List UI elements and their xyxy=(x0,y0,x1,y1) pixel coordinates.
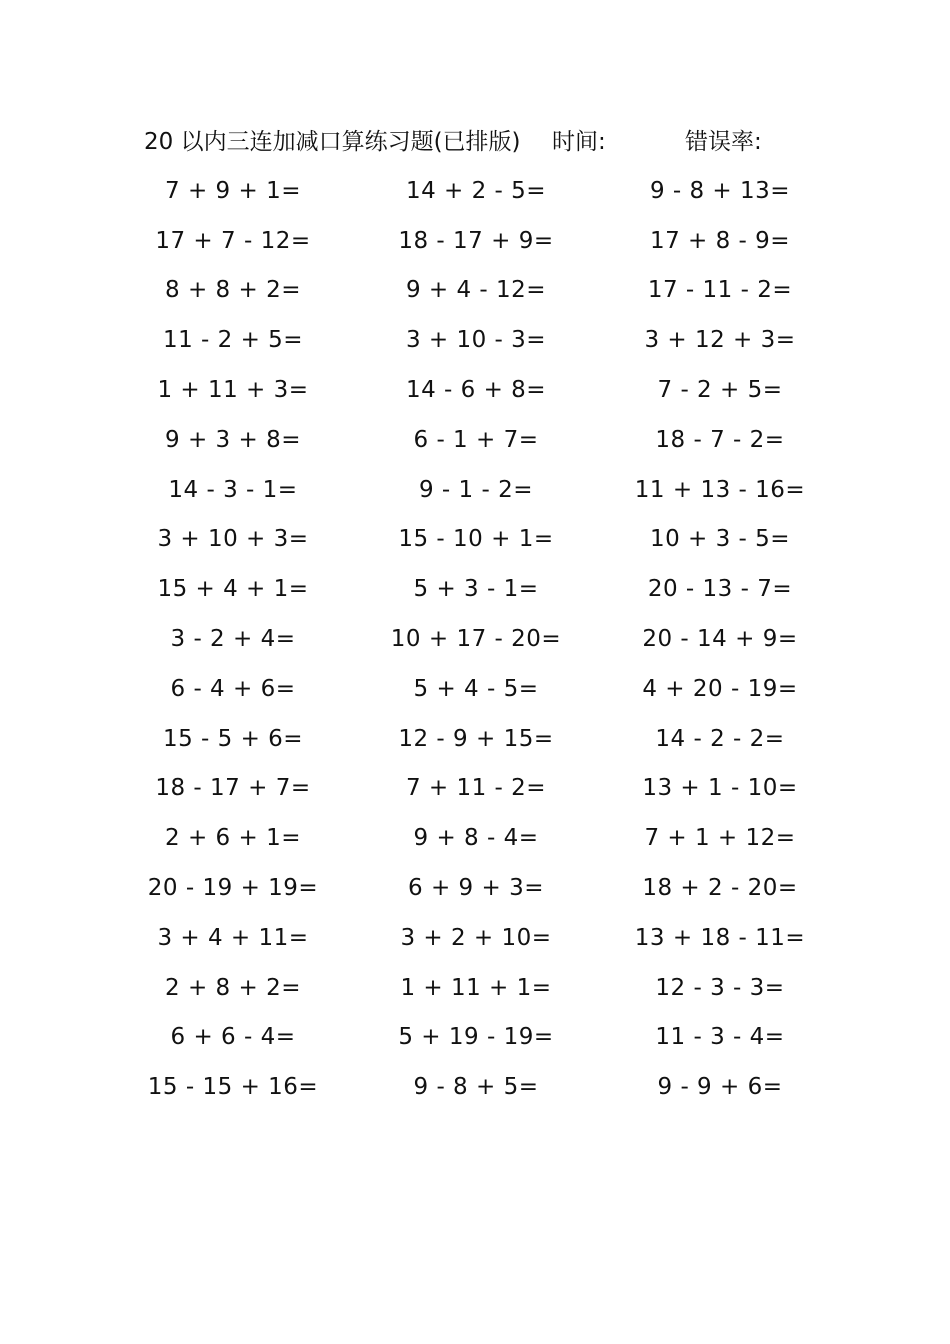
arithmetic-problem: 14 - 3 - 1= xyxy=(168,476,298,503)
arithmetic-problem: 3 - 2 + 4= xyxy=(170,626,296,653)
problem-row xyxy=(120,963,840,1013)
arithmetic-problem: 18 - 17 + 9= xyxy=(398,227,554,254)
problem-row xyxy=(120,813,840,863)
problem-row xyxy=(120,1013,840,1063)
arithmetic-problem: 15 - 15 + 16= xyxy=(147,1074,319,1101)
arithmetic-problem: 3 + 4 + 11= xyxy=(157,924,309,951)
arithmetic-problem: 18 - 7 - 2= xyxy=(655,426,785,453)
arithmetic-problem: 18 - 17 + 7= xyxy=(155,775,311,802)
arithmetic-problem: 14 + 2 - 5= xyxy=(405,177,547,204)
arithmetic-problem: 9 + 4 - 12= xyxy=(405,277,547,304)
arithmetic-problem: 15 - 10 + 1= xyxy=(398,526,554,553)
arithmetic-problem: 4 + 20 - 19= xyxy=(642,675,798,702)
arithmetic-problem: 15 - 5 + 6= xyxy=(162,725,304,752)
arithmetic-problem: 3 + 2 + 10= xyxy=(400,924,552,951)
problem-row xyxy=(120,415,840,465)
arithmetic-problem: 20 - 14 + 9= xyxy=(642,626,798,653)
arithmetic-problem: 10 + 3 - 5= xyxy=(649,526,791,553)
arithmetic-problem: 6 - 4 + 6= xyxy=(170,675,296,702)
error-rate-label: 错误率: xyxy=(685,129,762,155)
arithmetic-problem: 9 - 8 + 5= xyxy=(413,1074,539,1101)
problem-grid xyxy=(120,166,840,1112)
worksheet-header xyxy=(144,124,804,160)
arithmetic-problem: 5 + 4 - 5= xyxy=(413,675,539,702)
time-label: 时间: xyxy=(552,129,606,155)
problem-row xyxy=(120,465,840,515)
problem-row xyxy=(120,216,840,266)
worksheet-title: 20 以内三连加减口算练习题(已排版) xyxy=(144,129,521,155)
arithmetic-problem: 8 + 8 + 2= xyxy=(165,277,301,304)
problem-row xyxy=(120,515,840,565)
problem-row xyxy=(120,266,840,316)
arithmetic-problem: 18 + 2 - 20= xyxy=(642,875,798,902)
arithmetic-problem: 20 - 19 + 19= xyxy=(147,875,319,902)
arithmetic-problem: 17 + 8 - 9= xyxy=(649,227,791,254)
problem-row xyxy=(120,614,840,664)
arithmetic-problem: 20 - 13 - 7= xyxy=(647,576,793,603)
arithmetic-problem: 13 + 18 - 11= xyxy=(634,924,806,951)
problem-row xyxy=(120,664,840,714)
arithmetic-problem: 3 + 12 + 3= xyxy=(644,327,796,354)
problem-row xyxy=(120,365,840,415)
arithmetic-problem: 5 + 3 - 1= xyxy=(413,576,539,603)
arithmetic-problem: 9 - 8 + 13= xyxy=(649,177,791,204)
arithmetic-problem: 7 + 1 + 12= xyxy=(644,825,796,852)
problem-row xyxy=(120,913,840,963)
problem-row xyxy=(120,863,840,913)
problem-row xyxy=(120,1062,840,1112)
arithmetic-problem: 6 + 6 - 4= xyxy=(170,1024,296,1051)
arithmetic-problem: 1 + 11 + 1= xyxy=(400,974,552,1001)
arithmetic-problem: 11 + 13 - 16= xyxy=(634,476,806,503)
arithmetic-problem: 6 - 1 + 7= xyxy=(413,426,539,453)
arithmetic-problem: 5 + 19 - 19= xyxy=(398,1024,554,1051)
arithmetic-problem: 9 - 9 + 6= xyxy=(657,1074,783,1101)
arithmetic-problem: 3 + 10 + 3= xyxy=(157,526,309,553)
arithmetic-problem: 7 - 2 + 5= xyxy=(657,377,783,404)
arithmetic-problem: 15 + 4 + 1= xyxy=(157,576,309,603)
arithmetic-problem: 11 - 3 - 4= xyxy=(655,1024,785,1051)
arithmetic-problem: 2 + 8 + 2= xyxy=(165,974,301,1001)
arithmetic-problem: 10 + 17 - 20= xyxy=(390,626,562,653)
arithmetic-problem: 17 - 11 - 2= xyxy=(647,277,793,304)
arithmetic-problem: 1 + 11 + 3= xyxy=(157,377,309,404)
arithmetic-problem: 7 + 9 + 1= xyxy=(165,177,301,204)
arithmetic-problem: 9 + 3 + 8= xyxy=(165,426,301,453)
problem-row xyxy=(120,714,840,764)
arithmetic-problem: 17 + 7 - 12= xyxy=(155,227,311,254)
problem-row xyxy=(120,564,840,614)
arithmetic-problem: 11 - 2 + 5= xyxy=(162,327,304,354)
arithmetic-problem: 14 - 2 - 2= xyxy=(655,725,785,752)
arithmetic-problem: 13 + 1 - 10= xyxy=(642,775,798,802)
arithmetic-problem: 12 - 3 - 3= xyxy=(655,974,785,1001)
arithmetic-problem: 12 - 9 + 15= xyxy=(398,725,554,752)
arithmetic-problem: 9 + 8 - 4= xyxy=(413,825,539,852)
problem-row xyxy=(120,764,840,814)
arithmetic-problem: 6 + 9 + 3= xyxy=(408,875,544,902)
arithmetic-problem: 14 - 6 + 8= xyxy=(405,377,547,404)
arithmetic-problem: 3 + 10 - 3= xyxy=(405,327,547,354)
problem-row xyxy=(120,166,840,216)
arithmetic-problem: 7 + 11 - 2= xyxy=(405,775,547,802)
problem-row xyxy=(120,315,840,365)
arithmetic-problem: 2 + 6 + 1= xyxy=(165,825,301,852)
arithmetic-problem: 9 - 1 - 2= xyxy=(418,476,533,503)
